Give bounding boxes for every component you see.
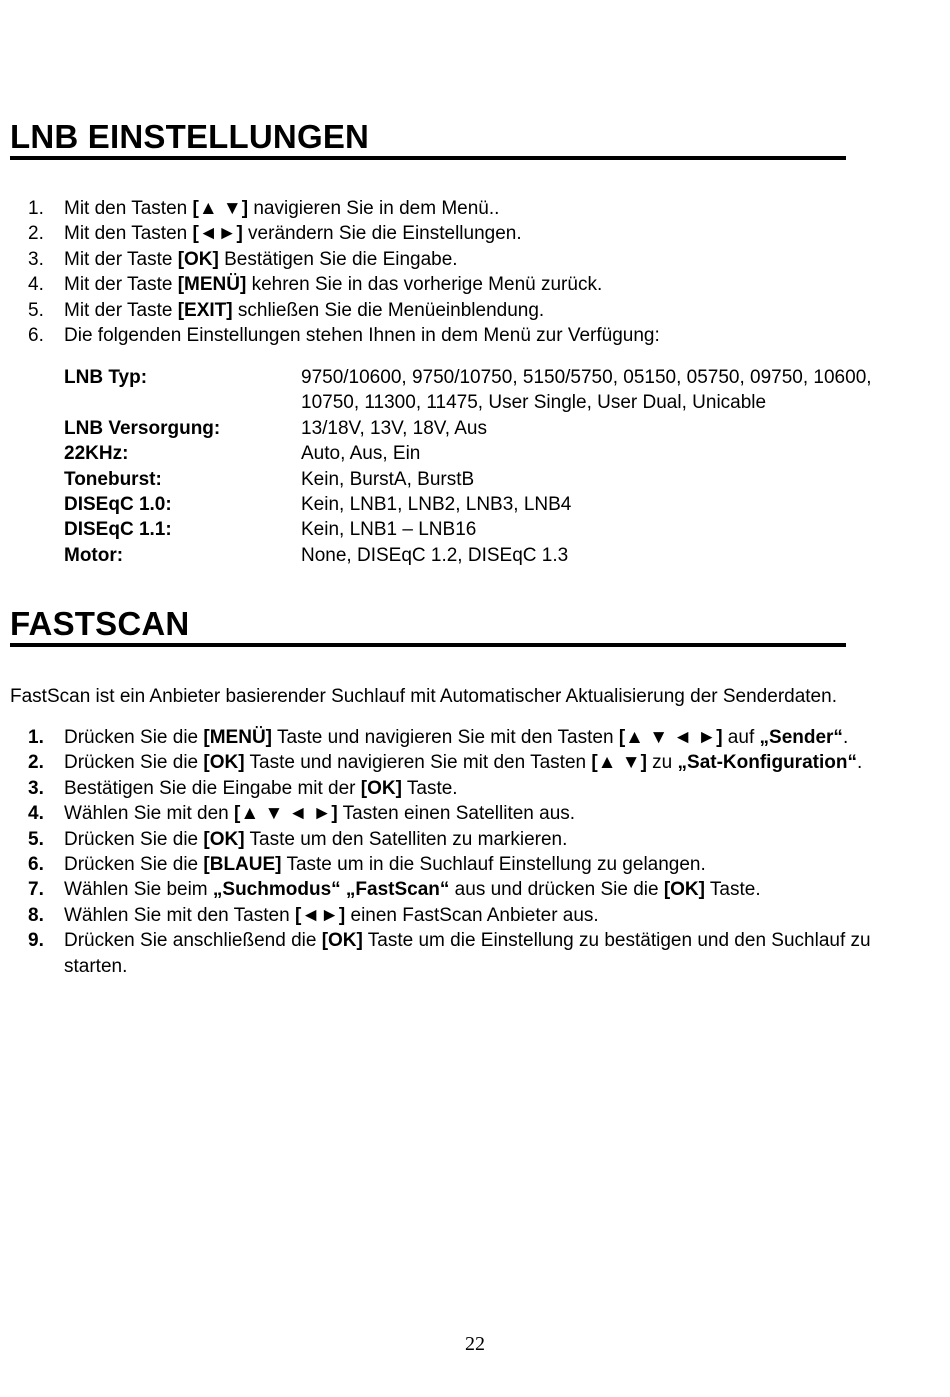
key-label: [▲ ▼ ◄ ►] <box>618 727 723 748</box>
setting-label: LNB Typ: <box>64 367 148 388</box>
setting-row <box>64 517 901 542</box>
step-number: 4. <box>28 803 44 825</box>
fastscan-step <box>0 903 914 928</box>
fastscan-intro: FastScan ist ein Anbieter basierender Suchlauf mit Automatischer Aktualisierung der Senderdaten. <box>10 686 837 707</box>
step-text: Mit den Tasten <box>64 223 193 245</box>
key-label: [OK] <box>203 752 245 774</box>
step-text: einen FastScan Anbieter aus. <box>345 904 599 926</box>
lnb-step <box>0 323 914 348</box>
step-text: Taste und navigieren Sie mit den Tasten <box>272 727 619 748</box>
step-text: zu <box>646 752 678 774</box>
lnb-step <box>0 298 914 323</box>
setting-value: 9750/10600, 9750/10750, 5150/5750, 05150, 05750, 09750, 10600, 10750, 11300, 11475, User Single, User Dual, Unicable <box>301 367 872 414</box>
step-text: Die folgenden Einstellungen stehen Ihnen in dem Menü zur Verfügung: <box>64 325 660 347</box>
setting-value: None, DISEqC 1.2, DISEqC 1.3 <box>301 544 569 566</box>
setting-row <box>64 441 901 466</box>
key-label: [OK] <box>360 777 402 799</box>
setting-label: Motor: <box>64 544 124 566</box>
fastscan-step <box>0 827 914 852</box>
setting-row <box>64 492 901 517</box>
step-number: 9. <box>28 930 44 952</box>
step-text: Mit der Taste <box>64 274 178 296</box>
key-label: [◄►] <box>192 223 243 245</box>
step-number: 2. <box>28 752 44 774</box>
step-text: Wählen Sie mit den Tasten <box>64 904 295 926</box>
step-number: 2. <box>28 223 44 245</box>
fastscan-heading: FASTSCAN <box>10 605 846 647</box>
lnb-steps-list <box>0 196 914 348</box>
key-label: [OK] <box>663 879 705 901</box>
step-text: navigieren Sie in dem Menü.. <box>248 198 500 219</box>
step-text: Drücken Sie die <box>64 854 204 876</box>
step-number: 5. <box>28 299 44 321</box>
step-text: aus und drücken Sie die <box>449 879 664 901</box>
key-label: [▲ ▼] <box>591 752 647 774</box>
step-text: Bestätigen Sie die Eingabe. <box>218 248 458 270</box>
key-label: [OK] <box>177 248 219 270</box>
setting-value: 13/18V, 13V, 18V, Aus <box>301 417 487 439</box>
step-text: Taste. <box>704 879 761 901</box>
step-text: Mit den Tasten <box>64 198 193 219</box>
key-label: [EXIT] <box>177 299 233 321</box>
step-text: Wählen Sie beim <box>64 879 213 901</box>
step-number: 7. <box>28 879 44 901</box>
step-number: 8. <box>28 904 44 926</box>
setting-value: Kein, LNB1 – LNB16 <box>301 519 477 541</box>
step-text: Taste um die Einstellung zu bestätigen und den Suchlauf zu starten. <box>64 930 871 977</box>
key-label: [◄►] <box>294 904 346 926</box>
step-text: . <box>842 727 849 748</box>
lnb-heading: LNB EINSTELLUNGEN <box>10 118 846 160</box>
setting-label: 22KHz: <box>64 443 129 465</box>
step-text: auf <box>722 727 760 748</box>
lnb-step <box>0 247 914 272</box>
key-label: [MENÜ] <box>203 727 273 748</box>
step-number: 4. <box>28 274 44 296</box>
step-text: Drücken Sie die <box>64 752 204 774</box>
fastscan-step <box>0 725 914 750</box>
step-text: verändern Sie die Einstellungen. <box>242 223 522 245</box>
step-number: 3. <box>28 248 44 270</box>
key-label: [BLAUE] <box>203 854 282 876</box>
fastscan-step <box>0 877 914 902</box>
step-text: Drücken Sie die <box>64 727 204 748</box>
key-label: [OK] <box>203 828 245 850</box>
setting-label: DISEqC 1.1: <box>64 519 172 541</box>
setting-row <box>64 416 901 441</box>
page-number: 22 <box>465 1333 485 1355</box>
setting-row <box>64 543 901 568</box>
step-text: Drücken Sie die <box>64 828 204 850</box>
fastscan-step <box>0 801 914 826</box>
setting-label: LNB Versorgung: <box>64 417 221 439</box>
step-text: Taste um in die Suchlauf Einstellung zu gelangen. <box>281 854 706 876</box>
step-number: 6. <box>28 325 44 347</box>
setting-value: Kein, BurstA, BurstB <box>301 468 475 490</box>
step-text: Taste. <box>401 777 458 799</box>
fastscan-step <box>0 776 914 801</box>
setting-value: Kein, LNB1, LNB2, LNB3, LNB4 <box>301 494 572 516</box>
step-text: Taste und navigieren Sie mit den Tasten <box>244 752 592 774</box>
key-label: [MENÜ] <box>177 274 247 296</box>
lnb-step <box>0 272 914 297</box>
key-label: „Sat-Konfiguration“ <box>677 752 857 774</box>
step-number: 6. <box>28 854 44 876</box>
step-text: . <box>856 752 863 774</box>
key-label: [▲ ▼] <box>192 198 249 219</box>
key-label: „Sender“ <box>759 727 843 748</box>
setting-row <box>64 365 901 416</box>
step-text: Mit der Taste <box>64 248 178 270</box>
lnb-settings-table <box>64 365 901 568</box>
step-number: 5. <box>28 828 44 850</box>
fastscan-step <box>0 928 914 979</box>
setting-row <box>64 467 901 492</box>
step-number: 1. <box>28 198 44 219</box>
lnb-step <box>0 221 914 246</box>
step-text: Mit der Taste <box>64 299 178 321</box>
fastscan-steps-list <box>0 725 914 979</box>
step-text: Wählen Sie mit den <box>64 803 235 825</box>
step-text: schließen Sie die Menüeinblendung. <box>232 299 545 321</box>
fastscan-step <box>0 750 914 775</box>
step-number: 1. <box>28 727 44 748</box>
key-label: [▲ ▼ ◄ ►] <box>234 803 338 825</box>
step-text: Bestätigen Sie die Eingabe mit der <box>64 777 361 799</box>
key-label: [OK] <box>321 930 363 952</box>
lnb-step <box>0 196 914 221</box>
step-text: Tasten einen Satelliten aus. <box>337 803 576 825</box>
step-text: Drücken Sie anschließend die <box>64 930 322 952</box>
setting-value: Auto, Aus, Ein <box>301 443 421 465</box>
setting-label: Toneburst: <box>64 468 162 490</box>
fastscan-step <box>0 852 914 877</box>
step-text: kehren Sie in das vorherige Menü zurück. <box>246 274 603 296</box>
step-number: 3. <box>28 777 44 799</box>
step-text: Taste um den Satelliten zu markieren. <box>244 828 568 850</box>
key-label: „Suchmodus“ „FastScan“ <box>212 879 450 901</box>
setting-label: DISEqC 1.0: <box>64 494 172 516</box>
